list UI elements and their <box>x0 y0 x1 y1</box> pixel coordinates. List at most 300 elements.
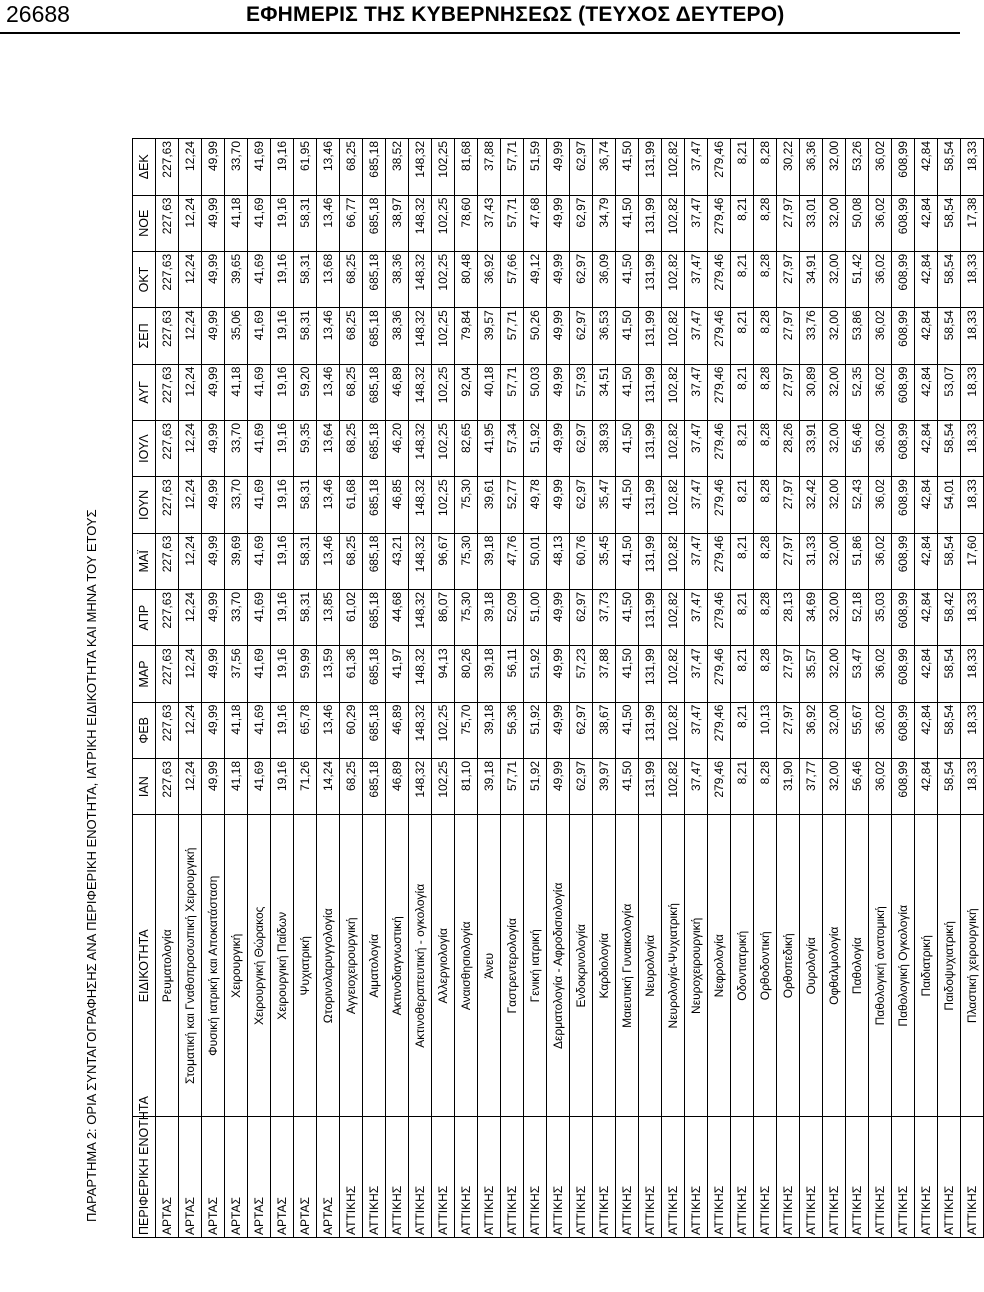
value-cell: 13,46 <box>317 139 340 196</box>
value-cell: 41,69 <box>248 139 271 196</box>
value-cell: 49,99 <box>547 139 570 196</box>
value-cell: 58,31 <box>294 251 317 307</box>
header-month: ΜΑΪ <box>133 533 156 589</box>
value-cell: 37,47 <box>685 758 708 814</box>
specialty-cell: Ρευματολογία <box>156 815 179 1117</box>
value-cell: 608,99 <box>892 420 915 476</box>
value-cell: 39,57 <box>478 308 501 364</box>
value-cell: 49,99 <box>202 702 225 758</box>
table-row <box>524 139 547 1238</box>
value-cell: 148,32 <box>409 195 432 251</box>
value-cell: 33,76 <box>800 308 823 364</box>
value-cell: 8,21 <box>731 251 754 307</box>
value-cell: 46,20 <box>386 420 409 476</box>
value-cell: 78,60 <box>455 195 478 251</box>
value-cell: 53,26 <box>846 139 869 196</box>
annex-title: ΠΑΡΑΡΤΗΜΑ 2: ΟΡΙΑ ΣΥΝΤΑΓΟΓΡΑΦΗΣΗΣ ΑΝΑ ΠΕΡΙΦΕΡΙΚΗ ΕΝΟΤΗΤΑ, ΙΑΤΡΙΚΗ ΕΙΔΙΚΟΤΗΤΑ ΚΑΙ ΜΗΝΑ ΤΟΥ ΕΤΟΥΣ <box>84 509 99 1222</box>
value-cell: 68,25 <box>340 420 363 476</box>
header-month: ΙΑΝ <box>133 758 156 814</box>
value-cell: 33,70 <box>225 139 248 196</box>
value-cell: 8,28 <box>754 533 777 589</box>
value-cell: 102,25 <box>432 477 455 533</box>
value-cell: 49,99 <box>202 758 225 814</box>
value-cell: 131,99 <box>639 195 662 251</box>
specialty-cell: Ψυχιατρική <box>294 815 317 1117</box>
value-cell: 148,32 <box>409 364 432 420</box>
region-cell: ΑΤΤΙΚΗΣ <box>524 1117 547 1238</box>
region-cell: ΑΤΤΙΚΗΣ <box>846 1117 869 1238</box>
value-cell: 8,28 <box>754 139 777 196</box>
value-cell: 608,99 <box>892 533 915 589</box>
value-cell: 49,99 <box>202 251 225 307</box>
value-cell: 148,32 <box>409 702 432 758</box>
region-cell: ΑΤΤΙΚΗΣ <box>915 1117 938 1238</box>
value-cell: 42,84 <box>915 702 938 758</box>
value-cell: 32,42 <box>800 477 823 533</box>
value-cell: 56,46 <box>846 420 869 476</box>
value-cell: 50,08 <box>846 195 869 251</box>
table-row <box>731 139 754 1238</box>
value-cell: 12,24 <box>179 195 202 251</box>
value-cell: 51,92 <box>524 758 547 814</box>
value-cell: 41,69 <box>248 646 271 702</box>
region-cell: ΑΡΤΑΣ <box>156 1117 179 1238</box>
value-cell: 68,25 <box>340 139 363 196</box>
specialty-cell: Ουρολογία <box>800 815 823 1117</box>
value-cell: 27,97 <box>777 702 800 758</box>
value-cell: 37,47 <box>685 195 708 251</box>
table-row <box>961 139 984 1238</box>
value-cell: 608,99 <box>892 251 915 307</box>
value-cell: 41,69 <box>248 308 271 364</box>
value-cell: 41,50 <box>616 364 639 420</box>
value-cell: 50,03 <box>524 364 547 420</box>
value-cell: 32,00 <box>823 251 846 307</box>
value-cell: 102,25 <box>432 195 455 251</box>
value-cell: 62,97 <box>570 308 593 364</box>
specialty-cell: Αναισθησιολογία <box>455 815 478 1117</box>
value-cell: 227,63 <box>156 139 179 196</box>
value-cell: 18,33 <box>961 308 984 364</box>
header-month: ΟΚΤ <box>133 251 156 307</box>
value-cell: 148,32 <box>409 477 432 533</box>
value-cell: 36,02 <box>869 251 892 307</box>
specialty-cell: Άνευ <box>478 815 501 1117</box>
table-row <box>271 139 294 1238</box>
specialty-cell: Οδοντιατρική <box>731 815 754 1117</box>
value-cell: 19,16 <box>271 646 294 702</box>
header-month: ΙΟΥΝ <box>133 477 156 533</box>
value-cell: 49,99 <box>202 477 225 533</box>
region-cell: ΑΤΤΙΚΗΣ <box>478 1117 501 1238</box>
region-cell: ΑΤΤΙΚΗΣ <box>386 1117 409 1238</box>
value-cell: 52,43 <box>846 477 869 533</box>
table-row <box>777 139 800 1238</box>
value-cell: 608,99 <box>892 589 915 645</box>
value-cell: 62,97 <box>570 195 593 251</box>
value-cell: 32,00 <box>823 702 846 758</box>
header-month: ΑΥΓ <box>133 364 156 420</box>
table-row <box>409 139 432 1238</box>
value-cell: 42,84 <box>915 589 938 645</box>
value-cell: 131,99 <box>639 646 662 702</box>
value-cell: 49,99 <box>547 589 570 645</box>
value-cell: 279,46 <box>708 364 731 420</box>
region-cell: ΑΡΤΑΣ <box>225 1117 248 1238</box>
value-cell: 608,99 <box>892 758 915 814</box>
value-cell: 19,16 <box>271 308 294 364</box>
value-cell: 49,99 <box>547 251 570 307</box>
value-cell: 279,46 <box>708 308 731 364</box>
value-cell: 31,33 <box>800 533 823 589</box>
page-number: 26688 <box>6 1 70 27</box>
value-cell: 34,91 <box>800 251 823 307</box>
specialty-cell: Ακτινοθεραπευτική - ογκολογία <box>409 815 432 1117</box>
value-cell: 131,99 <box>639 533 662 589</box>
value-cell: 279,46 <box>708 533 731 589</box>
value-cell: 57,66 <box>501 251 524 307</box>
value-cell: 685,18 <box>363 308 386 364</box>
value-cell: 62,97 <box>570 758 593 814</box>
region-cell: ΑΤΤΙΚΗΣ <box>708 1117 731 1238</box>
value-cell: 39,18 <box>478 533 501 589</box>
specialty-cell: Νεφρολογία <box>708 815 731 1117</box>
specialty-cell: Νευρολογία-Ψυχιατρική <box>662 815 685 1117</box>
value-cell: 43,21 <box>386 533 409 589</box>
table-row <box>340 139 363 1238</box>
value-cell: 55,67 <box>846 702 869 758</box>
value-cell: 37,56 <box>225 646 248 702</box>
value-cell: 33,70 <box>225 420 248 476</box>
table-row <box>616 139 639 1238</box>
value-cell: 47,76 <box>501 533 524 589</box>
value-cell: 37,47 <box>685 477 708 533</box>
value-cell: 36,53 <box>593 308 616 364</box>
value-cell: 46,89 <box>386 702 409 758</box>
value-cell: 41,50 <box>616 139 639 196</box>
value-cell: 131,99 <box>639 251 662 307</box>
value-cell: 46,89 <box>386 758 409 814</box>
value-cell: 13,64 <box>317 420 340 476</box>
specialty-cell: Γαστρεντερολογία <box>501 815 524 1117</box>
value-cell: 41,50 <box>616 251 639 307</box>
value-cell: 685,18 <box>363 195 386 251</box>
value-cell: 8,28 <box>754 195 777 251</box>
specialty-cell: Χειρουργική Θώρακος <box>248 815 271 1117</box>
value-cell: 27,97 <box>777 251 800 307</box>
value-cell: 148,32 <box>409 308 432 364</box>
table-row <box>570 139 593 1238</box>
table-row <box>593 139 616 1238</box>
table-row <box>317 139 340 1238</box>
table-row <box>294 139 317 1238</box>
value-cell: 148,32 <box>409 646 432 702</box>
value-cell: 12,24 <box>179 533 202 589</box>
value-cell: 41,50 <box>616 195 639 251</box>
value-cell: 36,02 <box>869 364 892 420</box>
value-cell: 59,20 <box>294 364 317 420</box>
value-cell: 41,50 <box>616 589 639 645</box>
value-cell: 58,31 <box>294 477 317 533</box>
value-cell: 227,63 <box>156 589 179 645</box>
value-cell: 102,25 <box>432 364 455 420</box>
value-cell: 51,42 <box>846 251 869 307</box>
value-cell: 18,33 <box>961 702 984 758</box>
value-cell: 38,36 <box>386 308 409 364</box>
value-cell: 61,95 <box>294 139 317 196</box>
value-cell: 57,71 <box>501 139 524 196</box>
value-cell: 102,82 <box>662 589 685 645</box>
value-cell: 42,84 <box>915 533 938 589</box>
value-cell: 42,84 <box>915 308 938 364</box>
value-cell: 685,18 <box>363 477 386 533</box>
value-cell: 39,18 <box>478 702 501 758</box>
value-cell: 37,47 <box>685 702 708 758</box>
value-cell: 27,97 <box>777 646 800 702</box>
value-cell: 8,21 <box>731 195 754 251</box>
table-row <box>662 139 685 1238</box>
value-cell: 18,33 <box>961 251 984 307</box>
value-cell: 71,26 <box>294 758 317 814</box>
value-cell: 42,84 <box>915 364 938 420</box>
value-cell: 49,99 <box>547 646 570 702</box>
value-cell: 37,47 <box>685 251 708 307</box>
value-cell: 96,67 <box>432 533 455 589</box>
value-cell: 279,46 <box>708 251 731 307</box>
value-cell: 131,99 <box>639 139 662 196</box>
value-cell: 19,16 <box>271 195 294 251</box>
header-month: ΔΕΚ <box>133 139 156 196</box>
region-cell: ΑΤΤΙΚΗΣ <box>340 1117 363 1238</box>
value-cell: 148,32 <box>409 420 432 476</box>
value-cell: 49,99 <box>202 139 225 196</box>
value-cell: 33,01 <box>800 195 823 251</box>
table-row <box>846 139 869 1238</box>
value-cell: 39,18 <box>478 646 501 702</box>
value-cell: 40,18 <box>478 364 501 420</box>
value-cell: 62,97 <box>570 589 593 645</box>
value-cell: 34,69 <box>800 589 823 645</box>
value-cell: 60,29 <box>340 702 363 758</box>
value-cell: 65,78 <box>294 702 317 758</box>
value-cell: 279,46 <box>708 589 731 645</box>
region-cell: ΑΡΤΑΣ <box>179 1117 202 1238</box>
value-cell: 32,00 <box>823 758 846 814</box>
value-cell: 41,69 <box>248 702 271 758</box>
value-cell: 51,92 <box>524 646 547 702</box>
value-cell: 57,23 <box>570 646 593 702</box>
value-cell: 41,50 <box>616 758 639 814</box>
value-cell: 8,21 <box>731 589 754 645</box>
value-cell: 61,68 <box>340 477 363 533</box>
specialty-cell: Ωτορινολαρυγγολογία <box>317 815 340 1117</box>
table-row <box>754 139 777 1238</box>
region-cell: ΑΡΤΑΣ <box>202 1117 225 1238</box>
region-cell: ΑΤΤΙΚΗΣ <box>455 1117 478 1238</box>
value-cell: 33,70 <box>225 589 248 645</box>
value-cell: 58,54 <box>938 533 961 589</box>
value-cell: 27,97 <box>777 364 800 420</box>
value-cell: 13,68 <box>317 251 340 307</box>
value-cell: 34,79 <box>593 195 616 251</box>
value-cell: 41,50 <box>616 477 639 533</box>
value-cell: 59,99 <box>294 646 317 702</box>
value-cell: 102,82 <box>662 251 685 307</box>
table-row <box>938 139 961 1238</box>
value-cell: 68,25 <box>340 308 363 364</box>
value-cell: 279,46 <box>708 646 731 702</box>
value-cell: 49,99 <box>547 364 570 420</box>
value-cell: 35,06 <box>225 308 248 364</box>
specialty-cell: Φυσική ιατρική και Αποκατάσταση <box>202 815 225 1117</box>
value-cell: 62,97 <box>570 420 593 476</box>
region-cell: ΑΤΤΙΚΗΣ <box>869 1117 892 1238</box>
value-cell: 18,33 <box>961 646 984 702</box>
prescription-limits-table <box>132 138 984 1238</box>
value-cell: 18,33 <box>961 139 984 196</box>
value-cell: 42,84 <box>915 251 938 307</box>
value-cell: 685,18 <box>363 420 386 476</box>
value-cell: 62,97 <box>570 251 593 307</box>
region-cell: ΑΤΤΙΚΗΣ <box>662 1117 685 1238</box>
value-cell: 86,07 <box>432 589 455 645</box>
value-cell: 52,77 <box>501 477 524 533</box>
value-cell: 102,25 <box>432 758 455 814</box>
region-cell: ΑΤΤΙΚΗΣ <box>892 1117 915 1238</box>
value-cell: 42,84 <box>915 420 938 476</box>
value-cell: 8,28 <box>754 589 777 645</box>
value-cell: 148,32 <box>409 533 432 589</box>
region-cell: ΑΤΤΙΚΗΣ <box>777 1117 800 1238</box>
value-cell: 13,85 <box>317 589 340 645</box>
value-cell: 19,16 <box>271 702 294 758</box>
value-cell: 92,04 <box>455 364 478 420</box>
value-cell: 37,47 <box>685 589 708 645</box>
value-cell: 42,84 <box>915 195 938 251</box>
value-cell: 41,18 <box>225 758 248 814</box>
value-cell: 31,90 <box>777 758 800 814</box>
specialty-cell: Παθολογική ανατομική <box>869 815 892 1117</box>
value-cell: 227,63 <box>156 195 179 251</box>
value-cell: 685,18 <box>363 251 386 307</box>
region-cell: ΑΤΤΙΚΗΣ <box>432 1117 455 1238</box>
value-cell: 13,46 <box>317 702 340 758</box>
value-cell: 61,02 <box>340 589 363 645</box>
value-cell: 49,99 <box>547 195 570 251</box>
value-cell: 131,99 <box>639 420 662 476</box>
value-cell: 49,99 <box>202 308 225 364</box>
value-cell: 131,99 <box>639 477 662 533</box>
value-cell: 608,99 <box>892 702 915 758</box>
value-cell: 12,24 <box>179 646 202 702</box>
value-cell: 32,00 <box>823 420 846 476</box>
value-cell: 41,18 <box>225 702 248 758</box>
specialty-cell: Αλλεργιολογία <box>432 815 455 1117</box>
value-cell: 27,97 <box>777 195 800 251</box>
specialty-cell: Πλαστική χειρουργική <box>961 815 984 1117</box>
value-cell: 8,21 <box>731 533 754 589</box>
region-cell: ΑΡΤΑΣ <box>248 1117 271 1238</box>
value-cell: 37,73 <box>593 589 616 645</box>
specialty-cell: Παθολογία <box>846 815 869 1117</box>
value-cell: 51,00 <box>524 589 547 645</box>
region-cell: ΑΤΤΙΚΗΣ <box>961 1117 984 1238</box>
header-month: ΑΠΡ <box>133 589 156 645</box>
value-cell: 131,99 <box>639 364 662 420</box>
region-cell: ΑΤΤΙΚΗΣ <box>639 1117 662 1238</box>
region-cell: ΑΤΤΙΚΗΣ <box>800 1117 823 1238</box>
table-row <box>156 139 179 1238</box>
value-cell: 51,59 <box>524 139 547 196</box>
value-cell: 33,91 <box>800 420 823 476</box>
value-cell: 10,13 <box>754 702 777 758</box>
value-cell: 12,24 <box>179 364 202 420</box>
region-cell: ΑΤΤΙΚΗΣ <box>754 1117 777 1238</box>
value-cell: 36,02 <box>869 420 892 476</box>
region-cell: ΑΤΤΙΚΗΣ <box>409 1117 432 1238</box>
value-cell: 131,99 <box>639 589 662 645</box>
value-cell: 8,28 <box>754 251 777 307</box>
region-cell: ΑΤΤΙΚΗΣ <box>501 1117 524 1238</box>
value-cell: 8,28 <box>754 308 777 364</box>
value-cell: 102,82 <box>662 195 685 251</box>
value-cell: 58,54 <box>938 646 961 702</box>
value-cell: 58,54 <box>938 758 961 814</box>
table-row <box>823 139 846 1238</box>
value-cell: 36,92 <box>478 251 501 307</box>
value-cell: 39,61 <box>478 477 501 533</box>
value-cell: 47,68 <box>524 195 547 251</box>
value-cell: 57,71 <box>501 308 524 364</box>
value-cell: 62,97 <box>570 477 593 533</box>
value-cell: 102,82 <box>662 420 685 476</box>
value-cell: 608,99 <box>892 646 915 702</box>
value-cell: 49,99 <box>202 420 225 476</box>
table-row <box>179 139 202 1238</box>
value-cell: 19,16 <box>271 477 294 533</box>
table-row <box>547 139 570 1238</box>
table-row <box>363 139 386 1238</box>
value-cell: 37,43 <box>478 195 501 251</box>
value-cell: 51,92 <box>524 420 547 476</box>
value-cell: 12,24 <box>179 477 202 533</box>
specialty-cell: Νευρολογία <box>639 815 662 1117</box>
value-cell: 52,35 <box>846 364 869 420</box>
value-cell: 58,54 <box>938 195 961 251</box>
value-cell: 41,69 <box>248 589 271 645</box>
value-cell: 102,25 <box>432 702 455 758</box>
region-cell: ΑΤΤΙΚΗΣ <box>593 1117 616 1238</box>
value-cell: 14,24 <box>317 758 340 814</box>
value-cell: 50,26 <box>524 308 547 364</box>
value-cell: 57,93 <box>570 364 593 420</box>
specialty-cell: Χειρουργική Παίδων <box>271 815 294 1117</box>
table-row <box>225 139 248 1238</box>
value-cell: 8,21 <box>731 702 754 758</box>
value-cell: 685,18 <box>363 702 386 758</box>
value-cell: 12,24 <box>179 308 202 364</box>
value-cell: 685,18 <box>363 533 386 589</box>
value-cell: 54,01 <box>938 477 961 533</box>
value-cell: 19,16 <box>271 758 294 814</box>
table-row <box>478 139 501 1238</box>
header-month: ΣΕΠ <box>133 308 156 364</box>
value-cell: 39,97 <box>593 758 616 814</box>
value-cell: 102,82 <box>662 139 685 196</box>
value-cell: 56,46 <box>846 758 869 814</box>
header-region: ΠΕΡΙΦΕΡΙΚΗ ΕΝΟΤΗΤΑ <box>133 1117 156 1238</box>
value-cell: 227,63 <box>156 420 179 476</box>
